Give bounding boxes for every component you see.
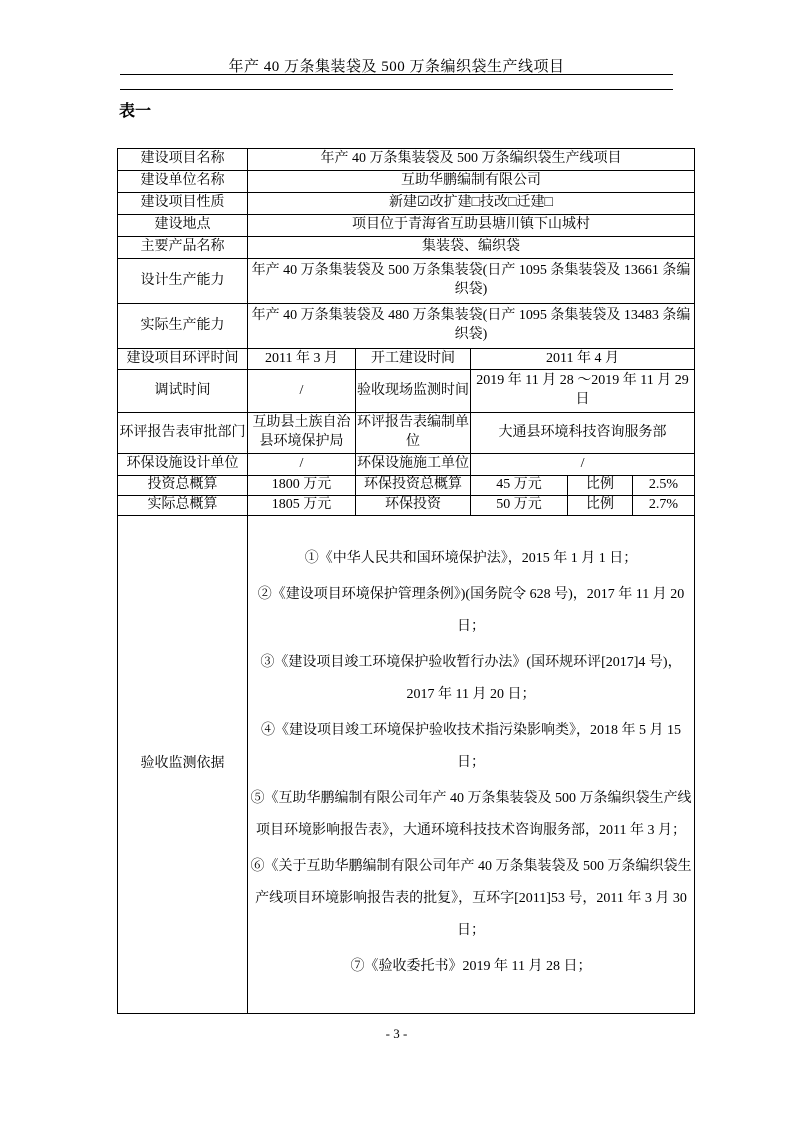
row-value: 大通县环境科技咨询服务部 (471, 413, 695, 454)
row-value: 互助县土族自治县环境保护局 (248, 413, 356, 454)
row-label: 开工建设时间 (356, 349, 471, 370)
row-value: 项目位于青海省互助县塘川镇下山城村 (248, 215, 695, 237)
basis-item: ④《建设项目竣工环境保护验收技术指污染影响类》，2018 年 5 月 15 日； (261, 722, 681, 770)
basis-item: ⑥《关于互助华鹏编制有限公司年产 40 万条集装袋及 500 万条编织袋生产线项目环境影响报告表的批复》，互环字[2011]53 号，2011 年 3 月 30 日； (250, 858, 692, 938)
header-rule-top (120, 74, 673, 75)
table-row (118, 193, 695, 215)
row-label: 环保设施施工单位 (356, 454, 471, 476)
row-value: 互助华鹏编制有限公司 (248, 171, 695, 193)
row-value: / (471, 454, 695, 476)
page-header-title: 年产 40 万条集装袋及 500 万条编织袋生产线项目 (228, 59, 565, 75)
row-label: 投资总概算 (118, 476, 248, 496)
table-row (118, 349, 695, 370)
table-row (118, 370, 695, 413)
row-value: 2011 年 4 月 (471, 349, 695, 370)
row-label: 建设地点 (118, 215, 248, 237)
table-caption: 表一 (119, 103, 152, 120)
row-label: 验收现场监测时间 (356, 370, 471, 413)
basis-item: ③《建设项目竣工环境保护验收暂行办法》(国环规环评[2017]4 号)，2017 年 11 月 20 日； (260, 654, 682, 702)
row-label: 实际生产能力 (118, 304, 248, 349)
table-row (118, 413, 695, 454)
row-value: 2.5% (633, 476, 695, 496)
row-label: 环保投资总概算 (356, 476, 471, 496)
row-value: / (248, 370, 356, 413)
basis-item: ⑤《互助华鹏编制有限公司年产 40 万条集装袋及 500 万条编织袋生产线项目环境影响报告表》，大通环境科技技术咨询服务部，2011 年 3 月； (250, 790, 692, 838)
basis-item: ②《建设项目环境保护管理条例》)(国务院令 628 号)，2017 年 11 月 20 日； (257, 586, 685, 634)
row-value: 年产 40 万条集装袋及 500 万条编织袋生产线项目 (248, 149, 695, 171)
header-rule-bottom (120, 89, 673, 90)
table-row (118, 476, 695, 496)
basis-item: ⑦《验收委托书》2019 年 11 月 28 日； (350, 958, 592, 974)
table-row (118, 149, 695, 171)
row-label: 环评报告表审批部门 (118, 413, 248, 454)
acceptance-basis-content (248, 516, 695, 1014)
table-row (118, 454, 695, 476)
row-label: 环保设施设计单位 (118, 454, 248, 476)
row-value: 2011 年 3 月 (248, 349, 356, 370)
table-row (118, 304, 695, 349)
row-label: 环保投资 (356, 496, 471, 516)
row-label: 比例 (568, 496, 633, 516)
table-row (118, 171, 695, 193)
row-value: 45 万元 (471, 476, 568, 496)
row-label: 比例 (568, 476, 633, 496)
row-label: 建设单位名称 (118, 171, 248, 193)
row-value: 1800 万元 (248, 476, 356, 496)
table-row (118, 516, 695, 1014)
row-value: 2019 年 11 月 28 ～2019 年 11 月 29 日 (471, 370, 695, 413)
row-label: 设计生产能力 (118, 259, 248, 304)
row-value: 1805 万元 (248, 496, 356, 516)
row-value: 年产 40 万条集装袋及 480 万条集装袋(日产 1095 条集装袋及 13483 条编织袋) (248, 304, 695, 349)
row-label: 环评报告表编制单位 (356, 413, 471, 454)
row-label: 调试时间 (118, 370, 248, 413)
table-row (118, 215, 695, 237)
row-label: 验收监测依据 (118, 516, 248, 1014)
row-label: 实际总概算 (118, 496, 248, 516)
row-value: 年产 40 万条集装袋及 500 万条集装袋(日产 1095 条集装袋及 13661 条编织袋) (248, 259, 695, 304)
row-value project-nature-checkboxes: 新建☑改扩建□技改□迁建□ (248, 193, 695, 215)
project-info-table (117, 148, 695, 1014)
basis-item: ①《中华人民共和国环境保护法》，2015 年 1 月 1 日； (304, 550, 638, 566)
row-label: 建设项目性质 (118, 193, 248, 215)
row-label: 建设项目环评时间 (118, 349, 248, 370)
page-number: - 3 - (385, 1026, 408, 1041)
row-value: 2.7% (633, 496, 695, 516)
row-value: / (248, 454, 356, 476)
row-label: 建设项目名称 (118, 149, 248, 171)
table-row (118, 259, 695, 304)
table-row (118, 496, 695, 516)
row-label: 主要产品名称 (118, 237, 248, 259)
table-row (118, 237, 695, 259)
row-value: 50 万元 (471, 496, 568, 516)
row-value: 集装袋、编织袋 (248, 237, 695, 259)
